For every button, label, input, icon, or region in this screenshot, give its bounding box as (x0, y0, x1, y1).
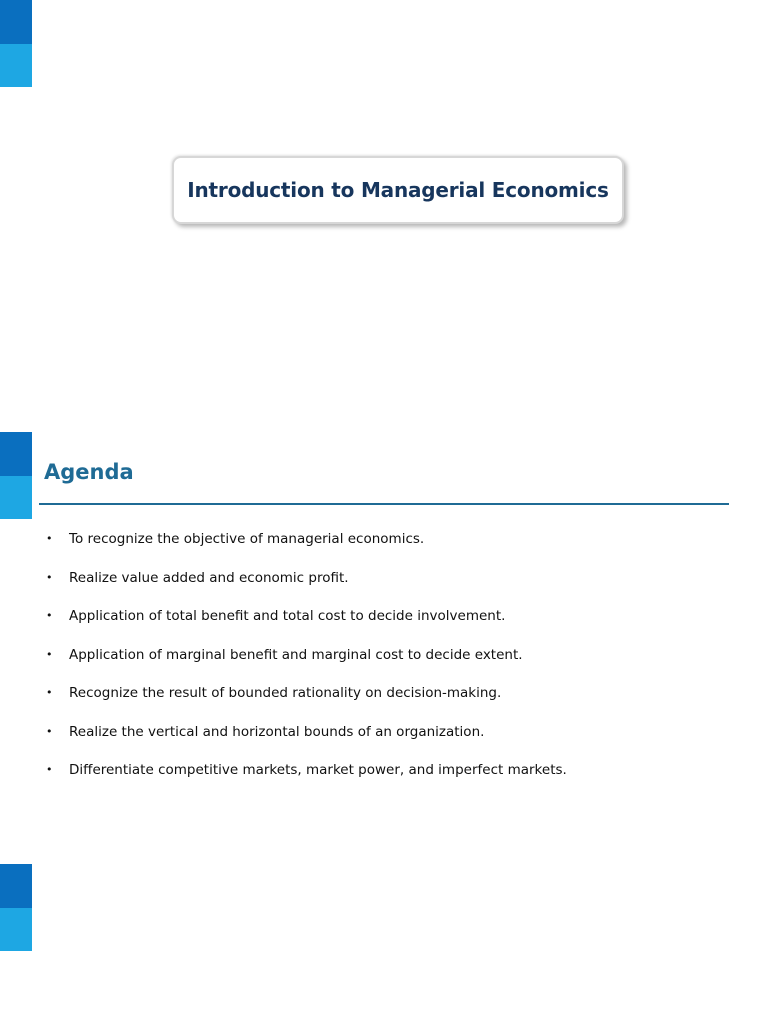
list-item (44, 604, 567, 643)
list-item-text: To recognize the objective of managerial economics. (69, 531, 425, 547)
bullet-icon: • (46, 532, 53, 545)
bullet-icon: • (46, 763, 53, 776)
bullet-icon: • (46, 647, 53, 661)
heading-divider (39, 503, 729, 505)
list-item-text: Application of marginal benefit and marginal cost to decide extent. (69, 646, 523, 663)
list-item (44, 720, 567, 759)
list-item-text: Differentiate competitive markets, market power, and imperfect markets. (69, 762, 567, 778)
list-item-text: Realize the vertical and horizontal bounds of an organization. (69, 723, 485, 740)
list-item (44, 758, 567, 797)
accent-bar-dark (0, 0, 32, 44)
bullet-icon: • (46, 570, 53, 584)
list-item-text: Recognize the result of bounded rationality on decision-making. (69, 685, 502, 701)
next-slide-partial (0, 864, 768, 1024)
slide-title: Introduction to Managerial Economics (187, 178, 609, 202)
agenda-list (44, 527, 567, 797)
accent-bar-dark (0, 864, 32, 908)
title-box (172, 156, 624, 224)
bullet-icon: • (46, 724, 53, 738)
list-item (44, 681, 567, 720)
list-item (44, 643, 567, 682)
agenda-heading: Agenda (44, 460, 134, 484)
accent-bar-light (0, 908, 32, 951)
bullet-icon: • (46, 609, 53, 622)
accent-bar-light (0, 476, 32, 519)
accent-bar-light (0, 44, 32, 87)
list-item (44, 527, 567, 566)
title-slide (0, 0, 768, 432)
list-item (44, 566, 567, 605)
accent-bar-dark (0, 432, 32, 476)
bullet-icon: • (46, 686, 53, 699)
list-item-text: Application of total benefit and total cost to decide involvement. (69, 608, 506, 624)
agenda-slide (0, 432, 768, 864)
list-item-text: Realize value added and economic profit. (69, 569, 349, 586)
